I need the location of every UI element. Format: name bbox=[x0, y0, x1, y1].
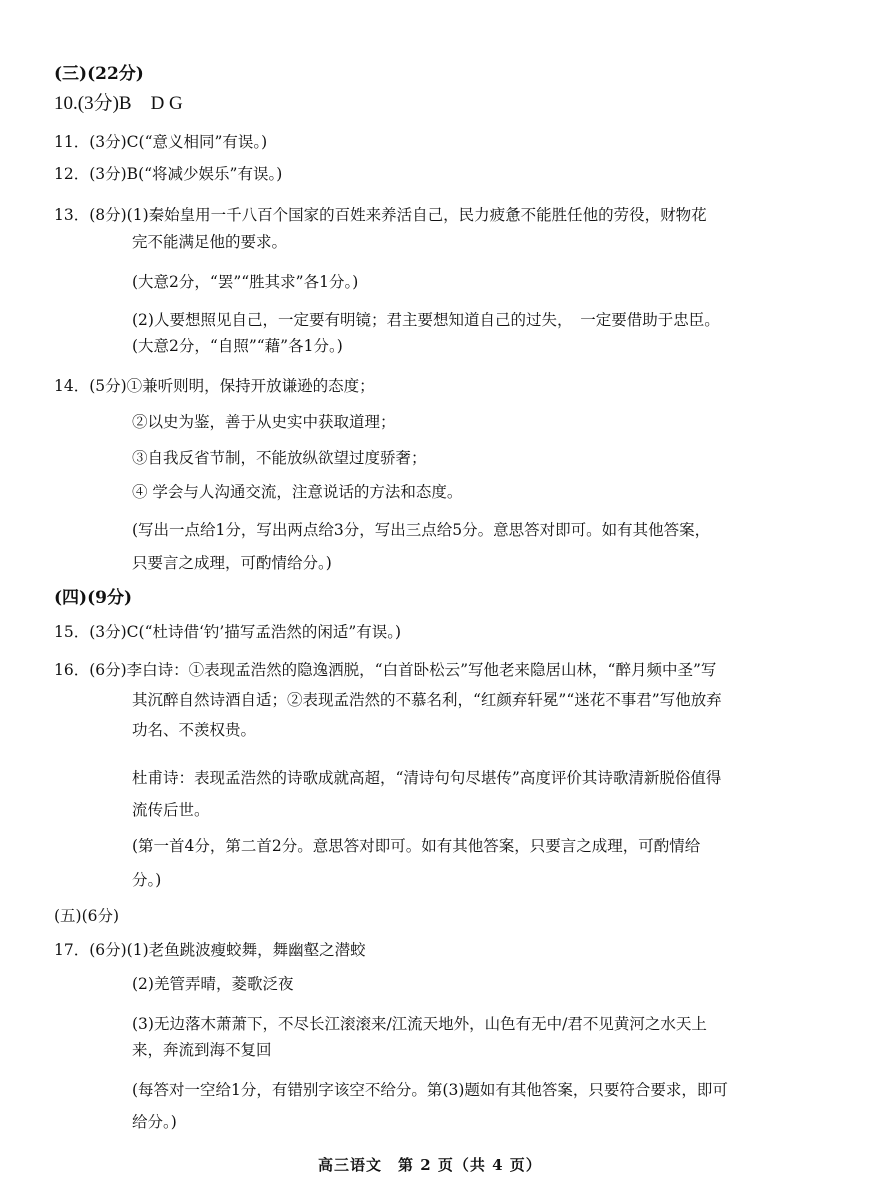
answer-14-scoring-1: (写出一点给1分，写出两点给3分，写出三点给5分。意思答对即可。如有其他答案， bbox=[132, 521, 711, 539]
answer-16-dufu-1: 杜甫诗：表现孟浩然的诗歌成就高超，“清诗句句尽堪传”高度评价其诗歌清新脱俗值得 bbox=[132, 769, 722, 787]
answer-13-scoring-2: (大意2分，“自照”“藉”各1分。) bbox=[132, 337, 343, 355]
section-5-heading: (五)(6分) bbox=[54, 907, 120, 925]
answer-17-part-2: (2)羌管弄晴，菱歌泛夜 bbox=[132, 975, 294, 993]
answer-14-point-1: 14．(5分)①兼听则明，保持开放谦逊的态度； bbox=[54, 377, 375, 395]
answer-13-line-1: 13．(8分)(1)秦始皇用一千八百个国家的百姓来养活自己，民力疲惫不能胜任他的劳役，财物花 bbox=[54, 206, 707, 224]
answer-14-point-2: ②以史为鉴，善于从史实中获取道理； bbox=[132, 413, 396, 431]
answer-17-scoring-1: (每答对一空给1分，有错别字该空不给分。第(3)题如有其他答案，只要符合要求，即可 bbox=[132, 1081, 728, 1099]
answer-13-part-2: (2)人要想照见自己，一定要有明镜；君主要想知道自己的过失， 一定要借助于忠臣。 bbox=[132, 311, 720, 329]
answer-16-line-2: 其沉醉自然诗酒自适；②表现孟浩然的不慕名利，“红颜弃轩冕”“迷花不事君”写他放弃 bbox=[132, 691, 722, 709]
page-footer: 高三语文 第 2 页（共 4 页） bbox=[318, 1156, 542, 1174]
answer-10: 10.(3分)B D G bbox=[54, 93, 183, 114]
answer-13-scoring-1: (大意2分，“罢”“胜其求”各1分。) bbox=[132, 273, 359, 291]
answer-17-scoring-2: 给分。) bbox=[132, 1113, 177, 1131]
answer-14-scoring-2: 只要言之成理，可酌情给分。) bbox=[132, 554, 332, 572]
answer-17-part-1: 17．(6分)(1)老鱼跳波瘦蛟舞，舞幽壑之潜蛟 bbox=[54, 941, 366, 959]
answer-17-part-3-line-1: (3)无边落木萧萧下，不尽长江滚滚来/江流天地外，山色有无中/君不见黄河之水天上 bbox=[132, 1015, 707, 1033]
answer-13-line-2: 完不能满足他的要求。 bbox=[132, 233, 288, 251]
answer-12: 12．(3分)B(“将减少娱乐”有误。) bbox=[54, 165, 283, 183]
answer-15: 15．(3分)C(“杜诗借‘钓’描写孟浩然的闲适”有误。) bbox=[54, 623, 402, 641]
answer-16-scoring-2: 分。) bbox=[132, 871, 162, 889]
answer-17-part-3-line-2: 来，奔流到海不复回 bbox=[132, 1041, 272, 1059]
answer-16-dufu-2: 流传后世。 bbox=[132, 801, 210, 819]
answer-14-point-4: ④ 学会与人沟通交流，注意说话的方法和态度。 bbox=[132, 483, 463, 501]
answer-16-line-1: 16．(6分)李白诗：①表现孟浩然的隐逸洒脱，“白首卧松云”写他老来隐居山林，“醉月频中圣”写 bbox=[54, 661, 717, 679]
section-4-heading: (四)(9分) bbox=[54, 588, 133, 608]
answer-14-point-3: ③自我反省节制，不能放纵欲望过度骄奢； bbox=[132, 449, 427, 467]
answer-16-scoring-1: (第一首4分，第二首2分。意思答对即可。如有其他答案，只要言之成理，可酌情给 bbox=[132, 837, 701, 855]
answer-16-line-3: 功名、不羡权贵。 bbox=[132, 721, 257, 739]
answer-11: 11．(3分)C(“意义相同”有误。) bbox=[54, 133, 268, 151]
section-3-heading: (三)(22分) bbox=[54, 64, 144, 84]
